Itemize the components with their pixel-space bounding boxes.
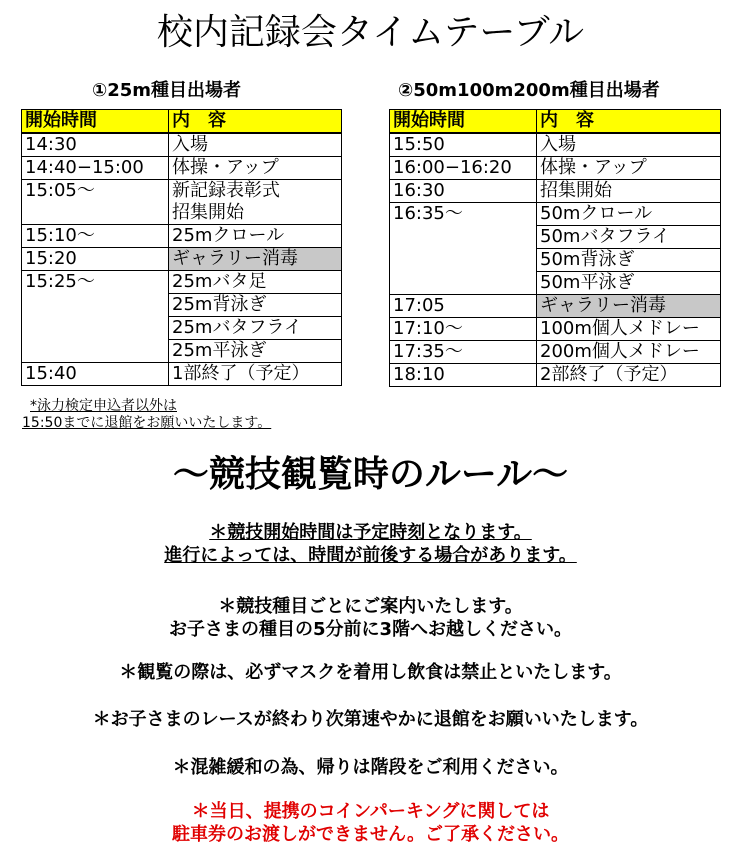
left-table-subtitle: ①25m種目出場者 <box>92 80 242 101</box>
row-content: 25mバタフライ <box>169 317 342 340</box>
row-time: 15:50 <box>390 133 537 157</box>
table-row <box>390 133 721 157</box>
row-content: 招集開始 <box>537 180 721 203</box>
row-time: 16:35〜 <box>390 203 537 295</box>
page-title: 校内記録会タイムテーブル <box>156 12 585 53</box>
row-time: 17:10〜 <box>390 318 537 341</box>
table-row <box>22 157 342 180</box>
exit-note <box>22 398 271 432</box>
row-time: 16:30 <box>390 180 537 203</box>
rule-parking <box>0 800 741 846</box>
right-table-subtitle: ②50m100m200m種目出場者 <box>398 80 660 101</box>
table-header-row <box>22 110 342 134</box>
row-time: 15:05〜 <box>22 180 169 225</box>
row-time: 15:40 <box>22 363 169 386</box>
table-row <box>390 203 721 226</box>
row-time: 17:05 <box>390 295 537 318</box>
rule-line: ＊競技開始時間は予定時刻となります。 <box>209 522 532 543</box>
rule-stairs: ＊混雑緩和の為、帰りは階段をご利用ください。 <box>172 757 569 778</box>
row-content: 50mクロール <box>537 203 721 226</box>
header-content: 内 容 <box>537 110 721 134</box>
row-content-highlight: ギャラリー消毒 <box>169 248 342 271</box>
header-start-time: 開始時間 <box>22 110 169 134</box>
rule-line: ＊当日、提携のコインパーキングに関しては <box>191 801 550 822</box>
row-time: 15:25〜 <box>22 271 169 363</box>
row-content: 招集開始 <box>169 202 342 225</box>
rule-line: 駐車券のお渡しができません。ご了承ください。 <box>171 824 570 845</box>
row-time: 14:40−15:00 <box>22 157 169 180</box>
rule-exit: ＊お子さまのレースが終わり次第速やかに退館をお願いいたします。 <box>92 709 649 730</box>
row-time: 18:10 <box>390 364 537 387</box>
row-time: 15:10〜 <box>22 225 169 248</box>
row-content: 50m平泳ぎ <box>537 272 721 295</box>
row-content-highlight: ギャラリー消毒 <box>537 295 721 318</box>
rule-line: ＊競技種目ごとにご案内いたします。 <box>218 596 523 617</box>
row-content: 2部終了（予定） <box>537 364 721 387</box>
rule-mask: ＊観覧の際は、必ずマスクを着用し飲食は禁止といたします。 <box>119 662 622 683</box>
header-start-time: 開始時間 <box>390 110 537 134</box>
row-content: 新記録表彰式 <box>169 180 342 203</box>
left-timetable <box>21 109 342 386</box>
exit-note-line2: 15:50までに退館をお願いいたします。 <box>22 415 272 431</box>
row-content: 25mバタ足 <box>169 271 342 294</box>
row-content: 200m個人メドレー <box>537 341 721 364</box>
row-content: 体操・アップ <box>169 157 342 180</box>
row-content: 入場 <box>537 133 721 157</box>
row-content: 50mバタフライ <box>537 226 721 249</box>
row-content: 体操・アップ <box>537 157 721 180</box>
table-row <box>390 364 721 387</box>
table-row <box>22 248 342 271</box>
row-time: 15:20 <box>22 248 169 271</box>
row-content: 25m平泳ぎ <box>169 340 342 363</box>
rules-title: 〜競技観覧時のルール〜 <box>172 454 569 495</box>
table-row <box>22 225 342 248</box>
rule-line: お子さまの種目の5分前に3階へお越しください。 <box>168 619 573 640</box>
row-content: 1部終了（予定） <box>169 363 342 386</box>
right-timetable <box>389 109 721 387</box>
row-content: 100m個人メドレー <box>537 318 721 341</box>
table-row <box>22 271 342 294</box>
rule-guidance <box>0 595 741 641</box>
row-time: 16:00−16:20 <box>390 157 537 180</box>
row-time: 14:30 <box>22 133 169 157</box>
table-row <box>390 318 721 341</box>
table-row <box>390 295 721 318</box>
table-row <box>390 180 721 203</box>
header-content: 内 容 <box>169 110 342 134</box>
table-row <box>22 133 342 157</box>
row-content: 25m背泳ぎ <box>169 294 342 317</box>
rule-line: 進行によっては、時間が前後する場合があります。 <box>164 545 577 566</box>
row-time: 17:35〜 <box>390 341 537 364</box>
table-row <box>22 363 342 386</box>
row-content: 入場 <box>169 133 342 157</box>
row-content: 50m背泳ぎ <box>537 249 721 272</box>
table-row <box>390 157 721 180</box>
row-content: 25mクロール <box>169 225 342 248</box>
rule-start-time <box>0 521 741 567</box>
exit-note-line1: *泳力検定申込者以外は <box>30 398 177 414</box>
table-row <box>390 341 721 364</box>
table-row <box>22 180 342 203</box>
table-header-row <box>390 110 721 134</box>
